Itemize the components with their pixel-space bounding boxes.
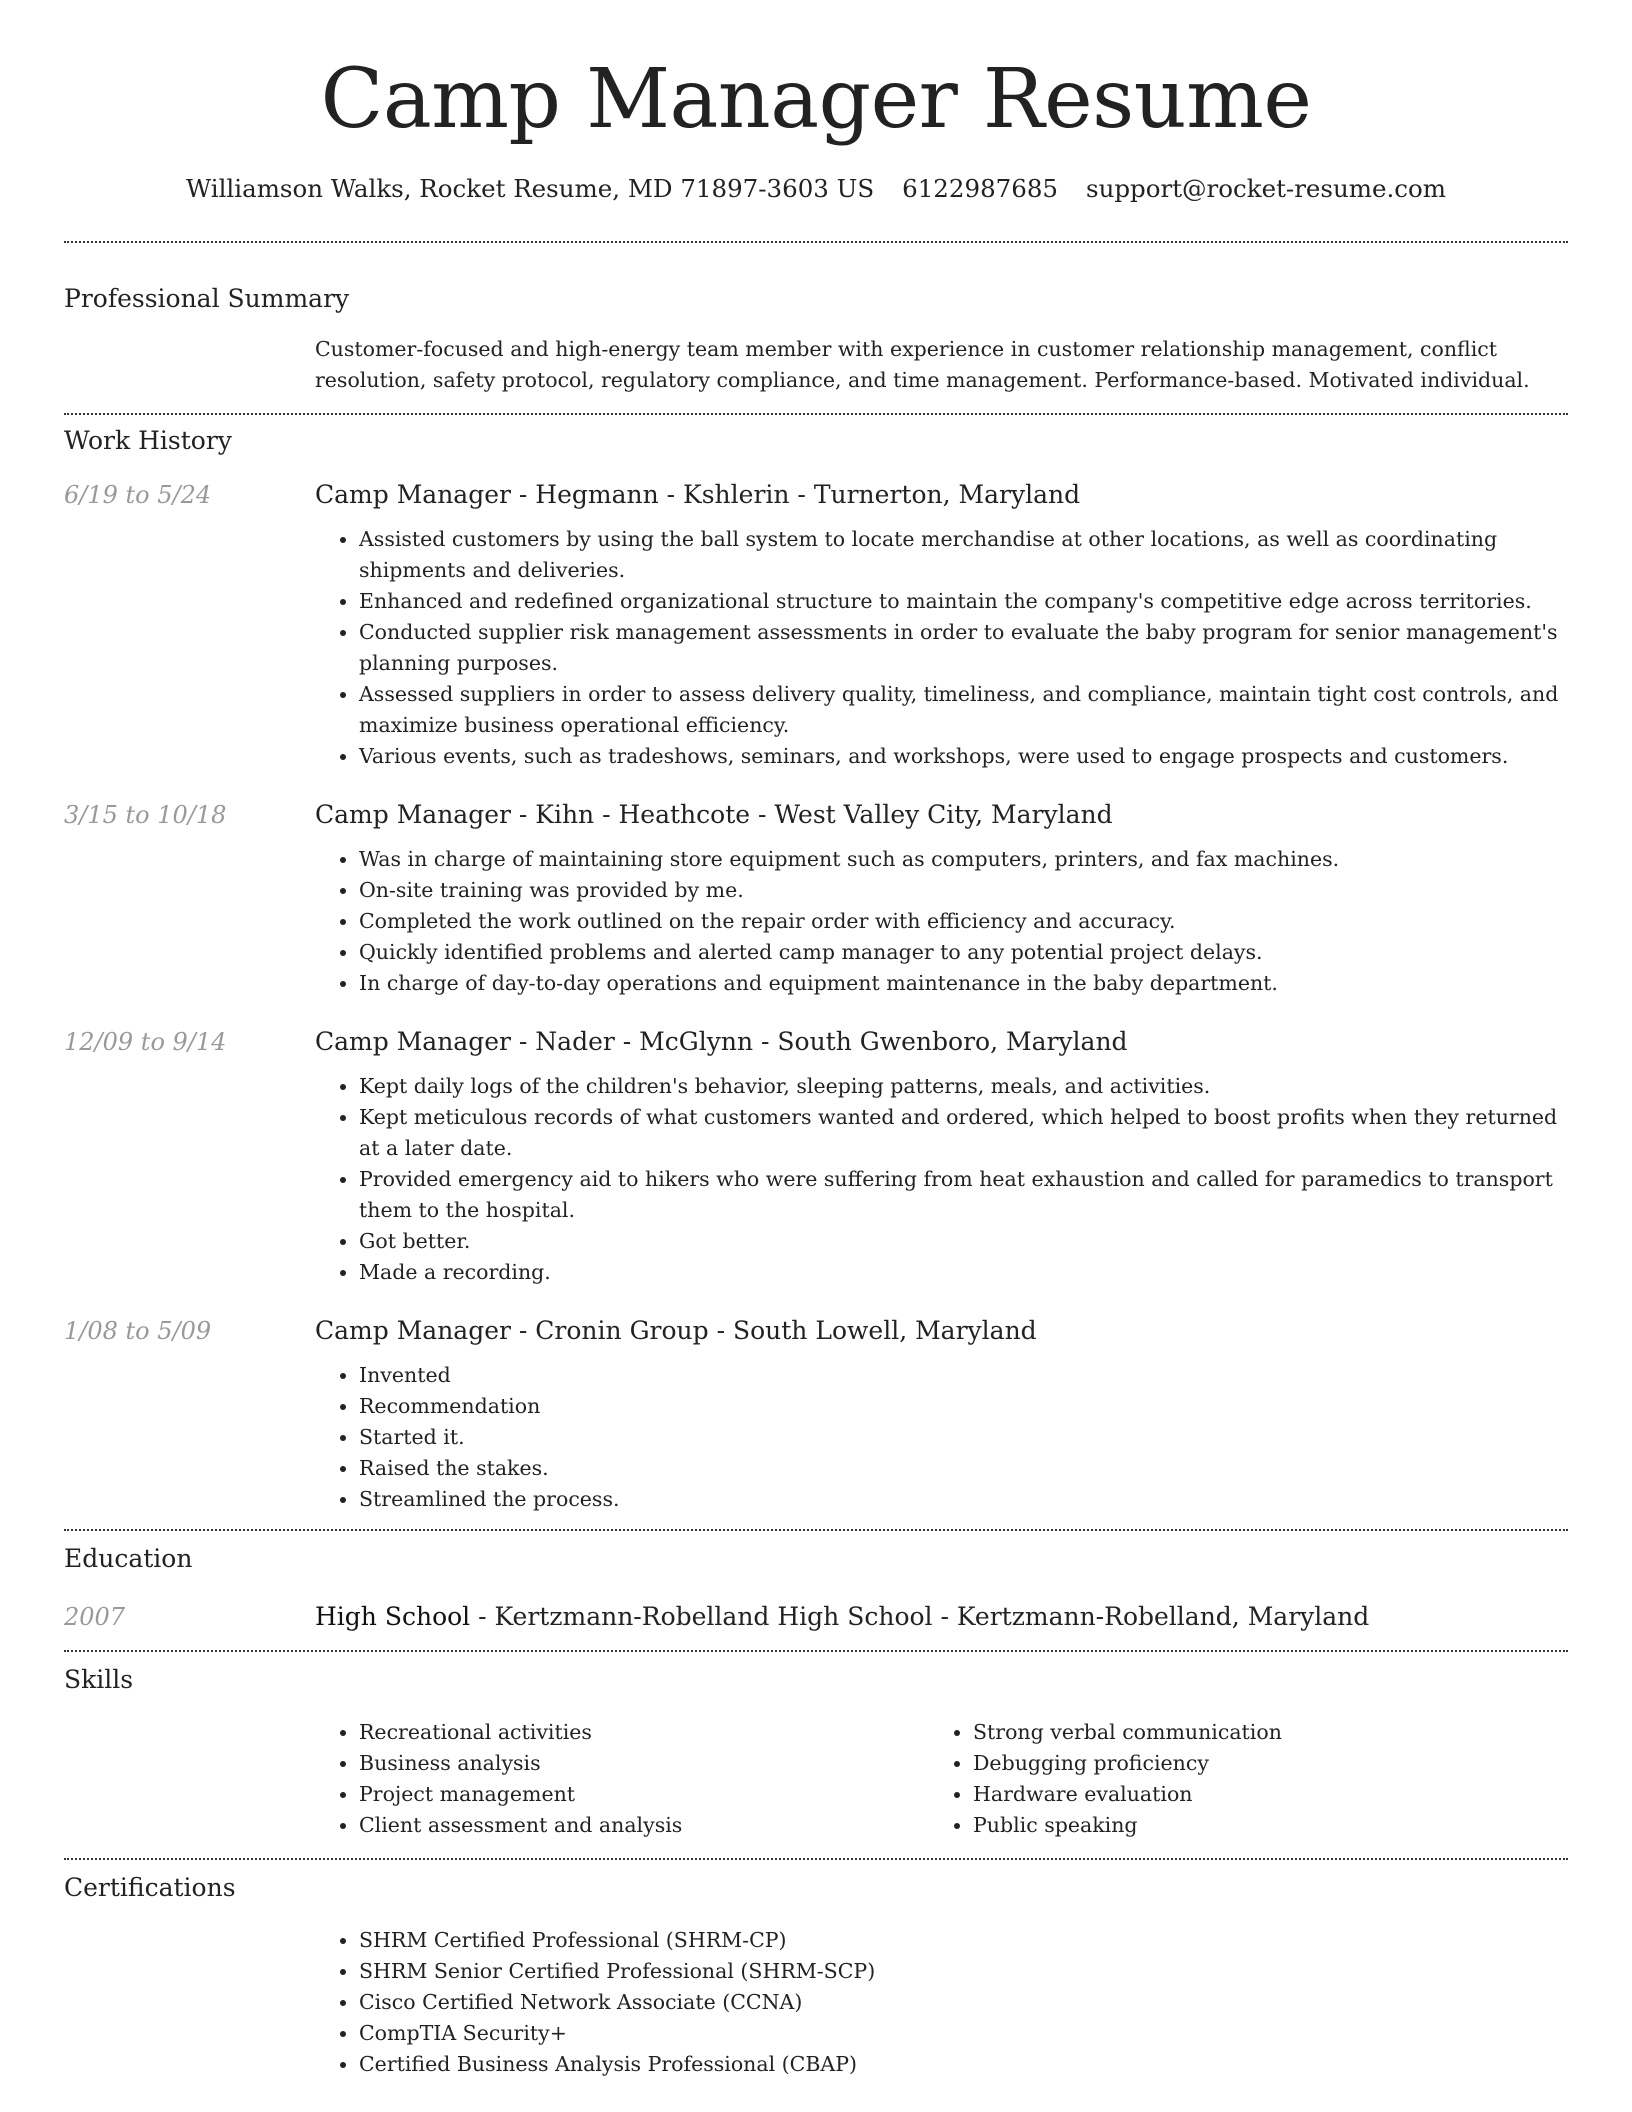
skills-list-right — [929, 1717, 1543, 1841]
skill-item: • Recreational activities — [359, 1717, 929, 1748]
section-heading: Skills — [64, 1665, 134, 1694]
contact-address: Williamson Walks, Rocket Resume, MD 71897-3603 US — [186, 174, 875, 203]
skill-item: • Debugging proficiency — [973, 1748, 1543, 1779]
job-bullet: • Provided emergency aid to hikers who were suffering from heat exhaustion and called for paramedics to transport them to the hospital. — [359, 1164, 1568, 1226]
job-bullets — [315, 1071, 1568, 1288]
summary-text: Customer-focused and high-energy team member with experience in customer relationship management, conflict resolution, safety protocol, regulatory compliance, and time management. Performance-based. Motivated individual. — [315, 337, 1530, 392]
job-bullet: • Assisted customers by using the ball system to locate merchandise at other locations, as well as coordinating shipments and deliveries. — [359, 524, 1568, 586]
job-bullet: • In charge of day-to-day operations and equipment maintenance in the baby department. — [359, 968, 1568, 999]
job-entry — [64, 478, 1568, 772]
job-bullet: • On-site training was provided by me. — [359, 875, 1568, 906]
skill-item: • Business analysis — [359, 1748, 929, 1779]
job-entry — [64, 798, 1568, 999]
job-bullet: • Got better. — [359, 1226, 1568, 1257]
job-bullet: • Kept meticulous records of what customers wanted and ordered, which helped to boost profits when they returned at a later date. — [359, 1102, 1568, 1164]
certification-item: • Cisco Certified Network Associate (CCNA) — [359, 1987, 1568, 2018]
certification-item: • SHRM Senior Certified Professional (SHRM-SCP) — [359, 1956, 1568, 1987]
education-entry — [315, 1600, 1568, 1634]
job-dates: 3/15 to 10/18 — [64, 801, 227, 829]
job-title: Camp Manager - Nader - McGlynn - South Gwenboro, Maryland — [315, 1027, 1128, 1056]
job-bullet: • Kept daily logs of the children's behavior, sleeping patterns, meals, and activities. — [359, 1071, 1568, 1102]
section-heading: Certifications — [64, 1873, 236, 1902]
certification-item: • Certified Business Analysis Professional (CBAP) — [359, 2049, 1568, 2080]
job-bullet: • Was in charge of maintaining store equipment such as computers, printers, and fax machines. — [359, 844, 1568, 875]
job-bullets — [315, 1360, 1568, 1515]
contact-phone: 6122987685 — [902, 174, 1059, 203]
job-bullet: • Conducted supplier risk management assessments in order to evaluate the baby program for senior management's planning purposes. — [359, 617, 1568, 679]
job-bullet: • Raised the stakes. — [359, 1453, 1568, 1484]
job-bullet: • Quickly identified problems and alerted camp manager to any potential project delays. — [359, 937, 1568, 968]
contact-email: support@rocket-resume.com — [1086, 174, 1446, 203]
skills-section — [64, 1652, 1568, 1841]
work-history-section — [64, 415, 1568, 1515]
job-dates: 6/19 to 5/24 — [64, 481, 212, 509]
resume-page — [64, 0, 1568, 2080]
job-title: Camp Manager - Kihn - Heathcote - West Valley City, Maryland — [315, 800, 1113, 829]
job-title: Camp Manager - Hegmann - Kshlerin - Turnerton, Maryland — [315, 480, 1081, 509]
skill-item: • Strong verbal communication — [973, 1717, 1543, 1748]
section-heading: Education — [64, 1544, 193, 1573]
certification-item: • SHRM Certified Professional (SHRM-CP) — [359, 1925, 1568, 1956]
skill-item: • Client assessment and analysis — [359, 1810, 929, 1841]
skill-item: • Hardware evaluation — [973, 1779, 1543, 1810]
resume-title: Camp Manager Resume — [320, 52, 1312, 147]
education-year: 2007 — [64, 1603, 126, 1631]
job-title: Camp Manager - Cronin Group - South Lowell, Maryland — [315, 1316, 1037, 1345]
job-bullet: • Started it. — [359, 1422, 1568, 1453]
job-entry — [64, 1314, 1568, 1515]
job-bullet: • Recommendation — [359, 1391, 1568, 1422]
contact-line — [64, 172, 1568, 206]
section-heading: Work History — [64, 426, 232, 455]
job-entry — [64, 1025, 1568, 1288]
skills-list-left — [315, 1717, 929, 1841]
job-bullet: • Made a recording. — [359, 1257, 1568, 1288]
skill-item: • Project management — [359, 1779, 929, 1810]
certifications-list — [315, 1925, 1568, 2080]
skill-item: • Public speaking — [973, 1810, 1543, 1841]
summary-section — [64, 243, 1568, 396]
job-bullet: • Assessed suppliers in order to assess delivery quality, timeliness, and compliance, maintain tight cost controls, and maximize business operational efficiency. — [359, 679, 1568, 741]
job-bullet: • Streamlined the process. — [359, 1484, 1568, 1515]
education-section — [64, 1531, 1568, 1634]
job-dates: 1/08 to 5/09 — [64, 1317, 212, 1345]
job-bullet: • Invented — [359, 1360, 1568, 1391]
job-bullet: • Enhanced and redefined organizational structure to maintain the company's competitive edge across territories. — [359, 586, 1568, 617]
education-degree: High School — [315, 1602, 471, 1631]
job-bullets — [315, 844, 1568, 999]
certification-item: • CompTIA Security+ — [359, 2018, 1568, 2049]
job-bullet: • Various events, such as tradeshows, seminars, and workshops, were used to engage prospects and customers. — [359, 741, 1568, 772]
job-bullet: • Completed the work outlined on the repair order with efficiency and accuracy. — [359, 906, 1568, 937]
jobs-list — [64, 478, 1568, 1515]
certifications-section — [64, 1860, 1568, 2080]
job-dates: 12/09 to 9/14 — [64, 1028, 227, 1056]
education-school: - Kertzmann-Robelland High School - Kertzmann-Robelland, Maryland — [470, 1602, 1370, 1631]
section-heading: Professional Summary — [64, 284, 350, 313]
job-bullets — [315, 524, 1568, 772]
